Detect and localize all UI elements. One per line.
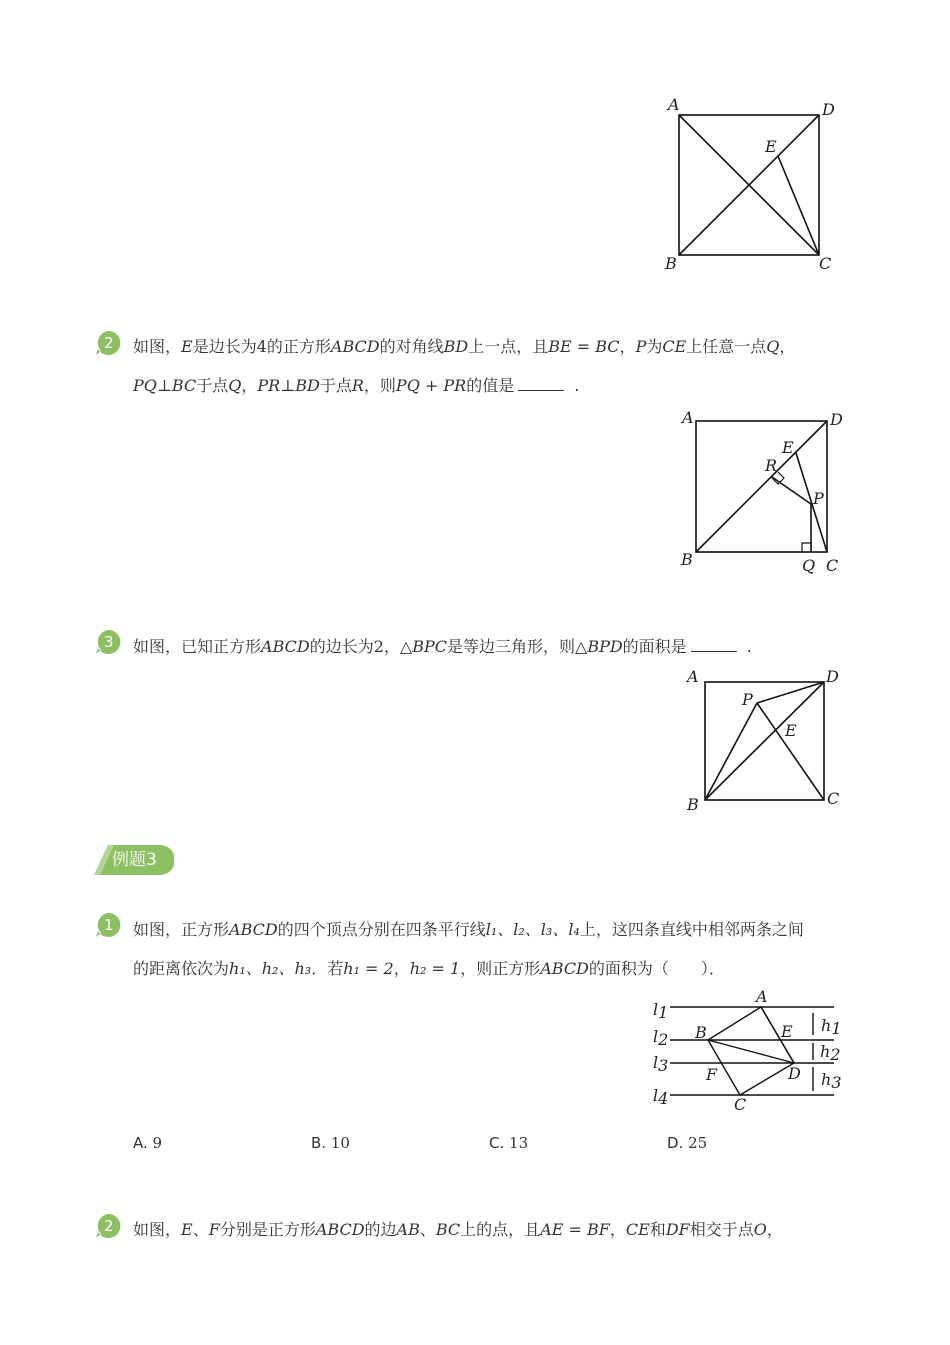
question-number: 2 (104, 1217, 114, 1235)
question-number-badge (95, 629, 123, 655)
option-a[interactable]: A. 9 (133, 1134, 163, 1152)
question-number-badge (95, 912, 123, 938)
label-c: C (826, 556, 839, 575)
distance-h3-label: h3 (821, 1070, 842, 1092)
label-e: E (765, 137, 777, 156)
label-b: B (665, 254, 677, 273)
answer-blank[interactable] (518, 376, 564, 391)
figure-parallel-lines-square (648, 985, 848, 1115)
example3-q2-line-1: 如图，E、F分别是正方形ABCD的边AB、BC上的点，且AE = BF，CE和DF相交于点O， (133, 1220, 783, 1239)
distance-h1-label: h1 (821, 1016, 842, 1038)
label-a: A (682, 408, 694, 427)
label-b: B (687, 795, 699, 810)
answer-blank[interactable] (691, 637, 737, 652)
figure-square-abcd-equilateral (680, 665, 850, 810)
option-c[interactable]: C. 13 (489, 1134, 529, 1152)
figure-square-abcd-e (660, 92, 850, 277)
label-f: F (706, 1065, 718, 1084)
label-r: R (765, 456, 778, 475)
label-q: Q (802, 556, 816, 575)
label-e: E (781, 1022, 793, 1041)
label-p: P (813, 489, 824, 508)
label-c: C (827, 789, 840, 808)
question-number: 2 (104, 334, 114, 352)
label-a: A (668, 95, 680, 114)
label-p: P (742, 690, 753, 709)
line-l1-label: l1 (653, 1000, 669, 1022)
label-c: C (734, 1095, 747, 1114)
label-d: D (822, 100, 835, 119)
label-d: D (788, 1064, 801, 1083)
line-l2-label: l2 (653, 1027, 669, 1049)
question-number-badge (95, 330, 123, 356)
example3-q1-line-2: 的距离依次为h₁、h₂、h₃．若h₁ = 2，h₂ = 1，则正方形ABCD的面积为（ ）． (133, 959, 725, 978)
option-b[interactable]: B. 10 (311, 1134, 350, 1152)
label-d: D (826, 667, 839, 686)
label-c: C (819, 254, 832, 273)
label-a: A (756, 987, 768, 1006)
label-b: B (695, 1023, 707, 1042)
question-number: 1 (104, 916, 114, 934)
option-d[interactable]: D. 25 (667, 1134, 708, 1152)
question-3-line-1: 如图，已知正方形ABCD的边长为2，△BPC是等边三角形，则△BPD的面积是 . (133, 637, 752, 656)
example3-q1-line-1: 如图，正方形ABCD的四个顶点分别在四条平行线l₁、l₂、l₃、l₄上，这四条直线中相邻两条之间 (133, 920, 804, 939)
line-l3-label: l3 (653, 1053, 669, 1075)
question-number: 3 (104, 633, 114, 651)
section-title: 例题3 (112, 850, 157, 870)
question-2-line-2: PQ⊥BC于点Q，PR⊥BD于点R，则PQ + PR的值是 . (133, 376, 580, 395)
question-2-line-1: 如图，E是边长为4的正方形ABCD的对角线BD上一点，且BE = BC，P为CE上任意一点Q， (133, 337, 796, 356)
figure-square-abcd-perpendiculars (676, 405, 851, 577)
label-e: E (782, 438, 794, 457)
label-e: E (785, 721, 797, 740)
line-l4-label: l4 (653, 1086, 669, 1108)
label-b: B (681, 550, 693, 569)
label-a: A (687, 667, 699, 686)
question-number-badge (95, 1213, 123, 1239)
distance-h2-label: h2 (820, 1042, 841, 1064)
label-d: D (830, 410, 843, 429)
